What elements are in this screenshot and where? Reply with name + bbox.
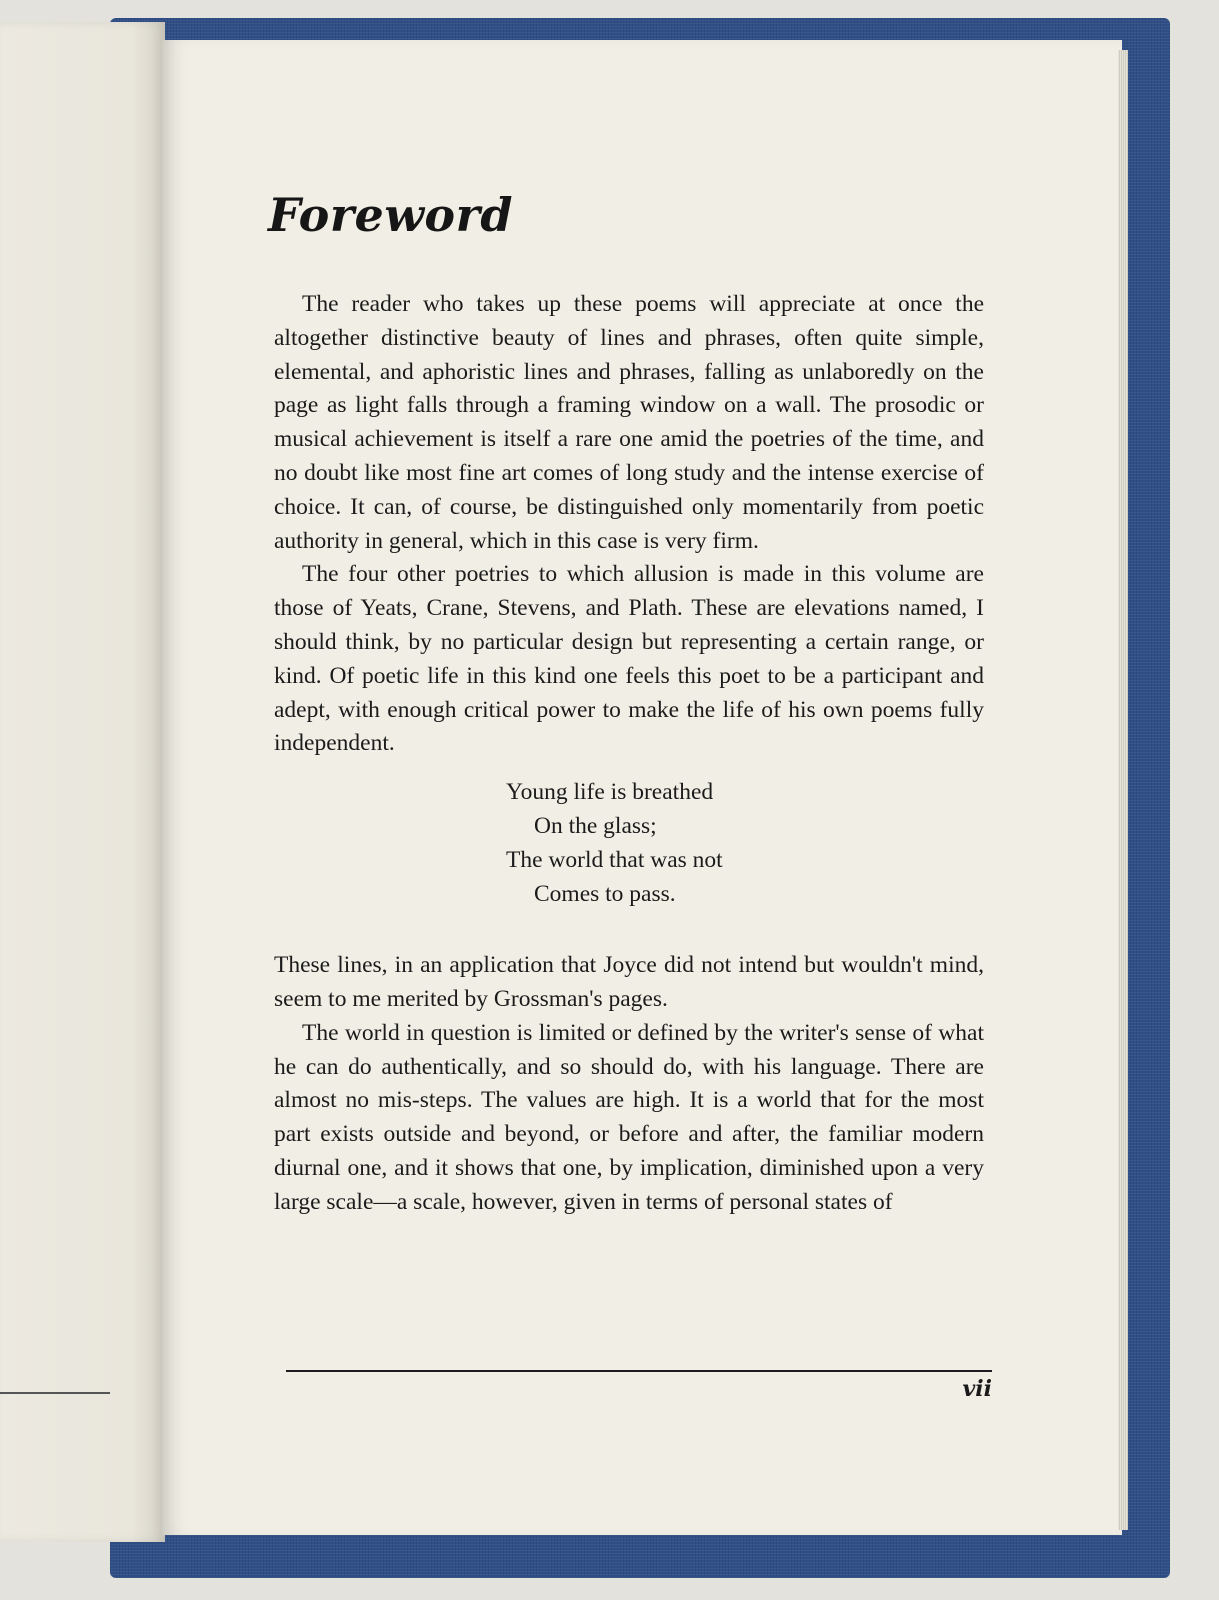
verse-line: On the glass; [534, 813, 657, 840]
page-number: vii [962, 1376, 992, 1402]
verse-line: The world that was not [506, 847, 723, 874]
left-page [0, 22, 165, 1542]
verse-line: Comes to pass. [534, 881, 676, 908]
page-title: Foreword [268, 188, 514, 242]
verse-quote [506, 775, 984, 911]
book-page [162, 40, 1122, 1535]
paragraph-3: These lines, in an application that Joyce did not intend but wouldn't mind, seem to me merited by Grossman's pages. [274, 952, 984, 1012]
footer-rule [286, 1370, 992, 1372]
verse-line: Young life is breathed [506, 779, 714, 806]
paragraph-2: The four other poetries to which allusion is made in this volume are those of Yeats, Crane, Stevens, and Plath. These are elevations named, I should think, by no particular design but representing a certain range, or kind. Of poetic life in this kind one feels this poet to be a participant and adept, with enough critical power to make the life of his own poems fully independent. [274, 561, 984, 757]
page-edges [1118, 50, 1128, 1530]
paragraph-1: The reader who takes up these poems will appreciate at once the altogether distinctive beauty of lines and phrases, often quite simple, elemental, and aphoristic lines and phrases, falling as unlaboredly on the page as light falls through a framing window on a wall. The prosodic or musical achievement is itself a rare one amid the poetries of the time, and no doubt like most fine art comes of long study and the intense exercise of choice. It can, of course, be distinguished only momentarily from poetic authority in general, which in this case is very firm. [274, 291, 984, 554]
page-content [268, 188, 984, 1220]
paragraph-4: The world in question is limited or defined by the writer's sense of what he can do authentically, and so should do, with his language. There are almost no mis-steps. The values are high. It is a world that for the most part exists outside and beyond, or before and after, the familiar modern diurnal one, and it shows that one, by implication, diminished upon a very large scale—a scale, however, given in terms of personal states of [274, 1019, 984, 1215]
left-page-rule [0, 1392, 110, 1394]
